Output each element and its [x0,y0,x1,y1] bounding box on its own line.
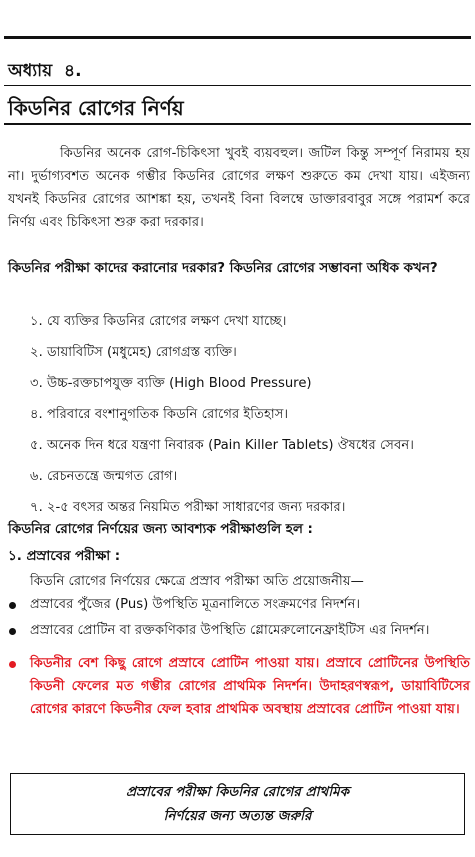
note-box [10,773,465,835]
list-item: ৩. উচ্চ-রক্তচাপযুক্ত ব্যক্তি (High Blood Pressure) [30,376,312,391]
urine-bullets [8,593,470,724]
bullet-item [8,593,470,616]
bullet-text: প্রস্রাবের প্রোটিন বা রক্তকণিকার উপস্থিতি গ্লোমেরুলোনেফ্রাইটিস এর নিদর্শন। [30,623,430,638]
chapter-number: ৪. [64,61,82,81]
bullet-text: কিডনীর বেশ কিছু রোগে প্রস্রাবে প্রোটিন পাওয়া যায়। প্রস্রাবে প্রোটিনের উপস্থিতি কিডনী ফেলের মত গম্ভীর রোগের প্রাথমিক নিদর্শন। উদাহরণস্বরূপ, ডায়াবিটিসের রোগের কারণে কিডনীর ফেল হবার প্রাথমিক অবস্থায় প্রস্রাবের প্রোটিন পাওয়া যায়। [30,656,470,717]
title-rule [4,123,471,125]
bullet-dot-icon [9,628,16,635]
bullet-dot-icon [9,661,16,668]
bullet-text: প্রস্রাবের পুঁজের (Pus) উপস্থিতি মূত্রনালিতে সংক্রমণের নিদর্শন। [30,597,361,612]
list-item: ৫. অনেক দিন ধরে যন্ত্রণা নিবারক (Pain Killer Tablets) ঔষধের সেবন। [30,438,414,453]
risk-list [30,306,470,523]
list-item: ২. ডায়াবিটিস (মধুমেহ) রোগগ্রস্ত ব্যক্তি। [30,345,237,360]
chapter-label [8,58,82,86]
chapter-word: অধ্যায় [8,61,53,81]
note-line: প্রস্রাবের পরীক্ষা কিডনির রোগের প্রাথমিক [125,784,350,800]
list-item: ৪. পরিবারে বংশানুগতিক কিডনি রোগের ইতিহাস। [30,407,289,422]
urine-test-intro: কিডনি রোগের নির্ণয়ের ক্ষেত্রে প্রস্রাব পরীক্ষা অতি প্রয়োজনীয়— [30,574,364,589]
top-rule [4,36,471,39]
list-item: ১. যে ব্যক্তির কিডনির রোগের লক্ষণ দেখা যাচ্ছে। [30,314,287,329]
note-line: নির্ণয়ের জন্য অত্যন্ত জরুরি [163,808,312,824]
intro-paragraph: কিডনির অনেক রোগ-চিকিৎসা খুবই ব্যয়বহুল। জটিল কিন্তু সম্পূর্ণ নিরাময় হয় না। দুর্ভাগ্যবশত অনেক গম্ভীর কিডনির রোগের লক্ষণ শুরুতে কম দেখা যায়। এইজন্য যখনই কিডনির রোগের আশঙ্কা হয়, তখনই বিনা বিলম্বে ডাক্তারবাবুর সঙ্গে পরামর্শ করে নির্ণয় এবং চিকিৎসা শুরু করা দরকার। [8,146,470,230]
bullet-dot-icon [9,602,16,609]
question-heading: কিডনির পরীক্ষা কাদের করানোর দরকার? কিডনির রোগের সম্ভাবনা অধিক কখন? [8,261,438,276]
urine-test-heading: ১. প্রস্রাবের পরীক্ষা : [8,549,121,564]
bullet-item-highlight [8,652,470,721]
tests-heading: কিডনির রোগের নির্ণয়ের জন্য আবশ্যক পরীক্ষাগুলি হল : [8,522,313,537]
list-item: ৬. রেচনতন্ত্রে জন্মগত রোগ। [30,469,178,484]
chapter-rule [4,85,471,86]
list-item: ৭. ২-৫ বৎসর অন্তর নিয়মিত পরীক্ষা সাধারণের জন্য দরকার। [30,500,346,515]
bullet-item [8,619,470,642]
page-title: কিডনির রোগের নির্ণয় [8,96,184,120]
